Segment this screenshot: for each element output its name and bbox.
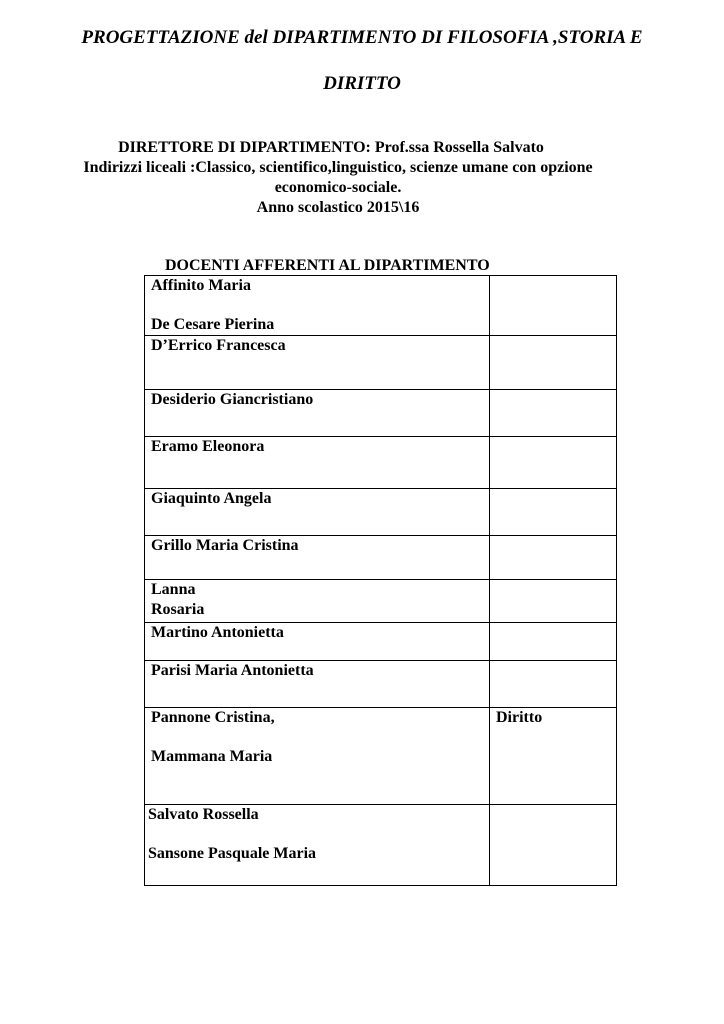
teacher-name: Desiderio Giancristiano (151, 391, 314, 408)
teacher-name: Giaquinto Angela (151, 490, 272, 507)
teacher-name: Eramo Eleonora (151, 438, 265, 455)
table-row (145, 489, 617, 536)
teacher-name: Grillo Maria Cristina (151, 537, 299, 554)
table-row (145, 805, 617, 886)
table-row (145, 336, 617, 390)
teacher-name: D’Errico Francesca (151, 337, 286, 354)
teacher-name: Sansone Pasquale Maria (148, 845, 317, 862)
table-row (145, 708, 617, 805)
subject-cell (490, 536, 617, 580)
teacher-names-cell (145, 661, 490, 708)
teacher-names-cell (145, 580, 490, 623)
document-title-line-2: DIRITTO (323, 73, 401, 94)
subject-cell (490, 276, 617, 336)
subject-cell (490, 623, 617, 661)
teacher-names-cell (145, 708, 490, 805)
teacher-names-cell (145, 805, 490, 886)
docenti-table (144, 275, 617, 886)
teacher-name: Lanna (151, 581, 196, 598)
table-row (145, 437, 617, 489)
subject-cell (490, 580, 617, 623)
subject-cell (490, 661, 617, 708)
department-director: DIRETTORE DI DIPARTIMENTO: Prof.ssa Rossella Salvato (118, 139, 544, 156)
teacher-name: De Cesare Pierina (151, 316, 275, 333)
document-title-line-1: PROGETTAZIONE del DIPARTIMENTO DI FILOSOFIA ,STORIA E (81, 27, 643, 48)
subject-cell (490, 336, 617, 390)
school-addresses-line-2: economico-sociale. (274, 179, 402, 196)
teacher-names-cell (145, 437, 490, 489)
subject-cell (490, 489, 617, 536)
school-year: Anno scolastico 2015\16 (256, 199, 420, 216)
table-row (145, 276, 617, 336)
school-addresses-line-1: Indirizzi liceali :Classico, scientifico,linguistico, scienze umane con opzione (83, 159, 593, 176)
subject-cell (490, 805, 617, 886)
subject-cell (490, 437, 617, 489)
teacher-name: Affinito Maria (151, 277, 251, 294)
subject-cell: Diritto (490, 708, 617, 805)
teacher-names-cell (145, 536, 490, 580)
teacher-names-cell (145, 390, 490, 437)
teacher-names-cell (145, 623, 490, 661)
docenti-heading: DOCENTI AFFERENTI AL DIPARTIMENTO (165, 257, 490, 274)
table-row (145, 536, 617, 580)
teacher-names-cell (145, 336, 490, 390)
teacher-name: Pannone Cristina, (151, 709, 275, 726)
teacher-names-cell (145, 276, 490, 336)
table-row (145, 661, 617, 708)
table-row (145, 580, 617, 623)
table-row (145, 623, 617, 661)
teacher-name: Salvato Rossella (148, 806, 259, 823)
subject-cell (490, 390, 617, 437)
teacher-name: Martino Antonietta (151, 624, 284, 641)
teacher-name: Mammana Maria (151, 748, 273, 765)
teacher-names-cell (145, 489, 490, 536)
teacher-name: Rosaria (151, 601, 205, 618)
table-row (145, 390, 617, 437)
teacher-name: Parisi Maria Antonietta (151, 662, 314, 679)
